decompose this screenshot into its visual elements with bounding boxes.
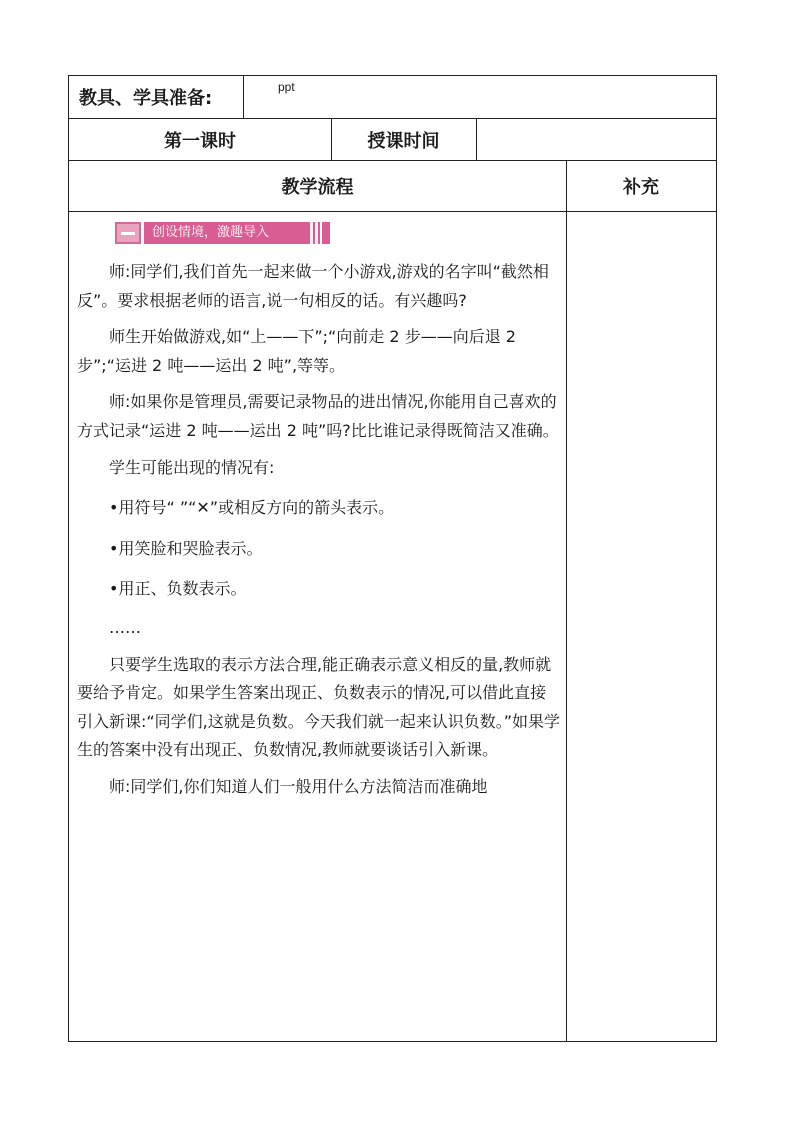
section-number bbox=[115, 222, 141, 244]
paragraph: 师:如果你是管理员,需要记录物品的进出情况,你能用自己喜欢的方式记录“运进 2 吨——运出 2 吨”吗?比比谁记录得既简洁又准确。 bbox=[77, 392, 559, 440]
flow-header-row bbox=[69, 161, 716, 212]
section-title bbox=[144, 222, 320, 244]
flow-body bbox=[69, 212, 716, 1041]
bullet-item: •用正、负数表示。 bbox=[109, 579, 247, 599]
prep-label: 教具、学具准备: bbox=[79, 88, 213, 109]
lesson-label: 第一课时 bbox=[164, 130, 236, 152]
section-number-mark bbox=[121, 232, 135, 235]
prep-value: ppt bbox=[278, 80, 295, 94]
divider bbox=[243, 76, 244, 118]
badge-end bbox=[322, 222, 330, 244]
section-title-text: 创设情境，激趣导入 bbox=[152, 224, 270, 240]
supplement-label: 补充 bbox=[623, 177, 659, 198]
paragraph: 师:同学们,我们首先一起来做一个小游戏,游戏的名字叫“截然相反”。要求根据老师的语言,说一句相反的话。有兴趣吗? bbox=[77, 262, 549, 310]
ellipsis: …… bbox=[109, 617, 141, 637]
badge-stripes bbox=[310, 222, 318, 244]
section-badge bbox=[115, 222, 330, 244]
lesson-plan-table bbox=[68, 75, 717, 1042]
bullet-item: •用笑脸和哭脸表示。 bbox=[109, 538, 263, 558]
flow-content bbox=[77, 212, 561, 802]
lesson-row bbox=[69, 119, 716, 161]
divider bbox=[566, 212, 567, 1041]
bullet-item: •用符号“ ”“✕”或相反方向的箭头表示。 bbox=[109, 498, 395, 518]
time-value bbox=[477, 119, 716, 160]
prep-row bbox=[69, 76, 716, 119]
time-label: 授课时间 bbox=[367, 130, 440, 152]
flow-label: 教学流程 bbox=[281, 177, 354, 198]
paragraph: 师:同学们,你们知道人们一般用什么方法简洁而准确地 bbox=[109, 776, 488, 796]
paragraph: 只要学生选取的表示方法合理,能正确表示意义相反的量,教师就要给予肯定。如果学生答案出现正、负数表示的情况,可以借此直接引入新课:“同学们,这就是负数。今天我们就一起来认识负数。”如果学生的答案中没有出现正、负数情况,教师就要谈话引入新课。 bbox=[77, 654, 561, 760]
paragraph: 师生开始做游戏,如“上——下”;“向前走 2 步——向后退 2 步”;“运进 2 吨——运出 2 吨”,等等。 bbox=[77, 327, 516, 375]
paragraph: 学生可能出现的情况有: bbox=[109, 457, 275, 477]
